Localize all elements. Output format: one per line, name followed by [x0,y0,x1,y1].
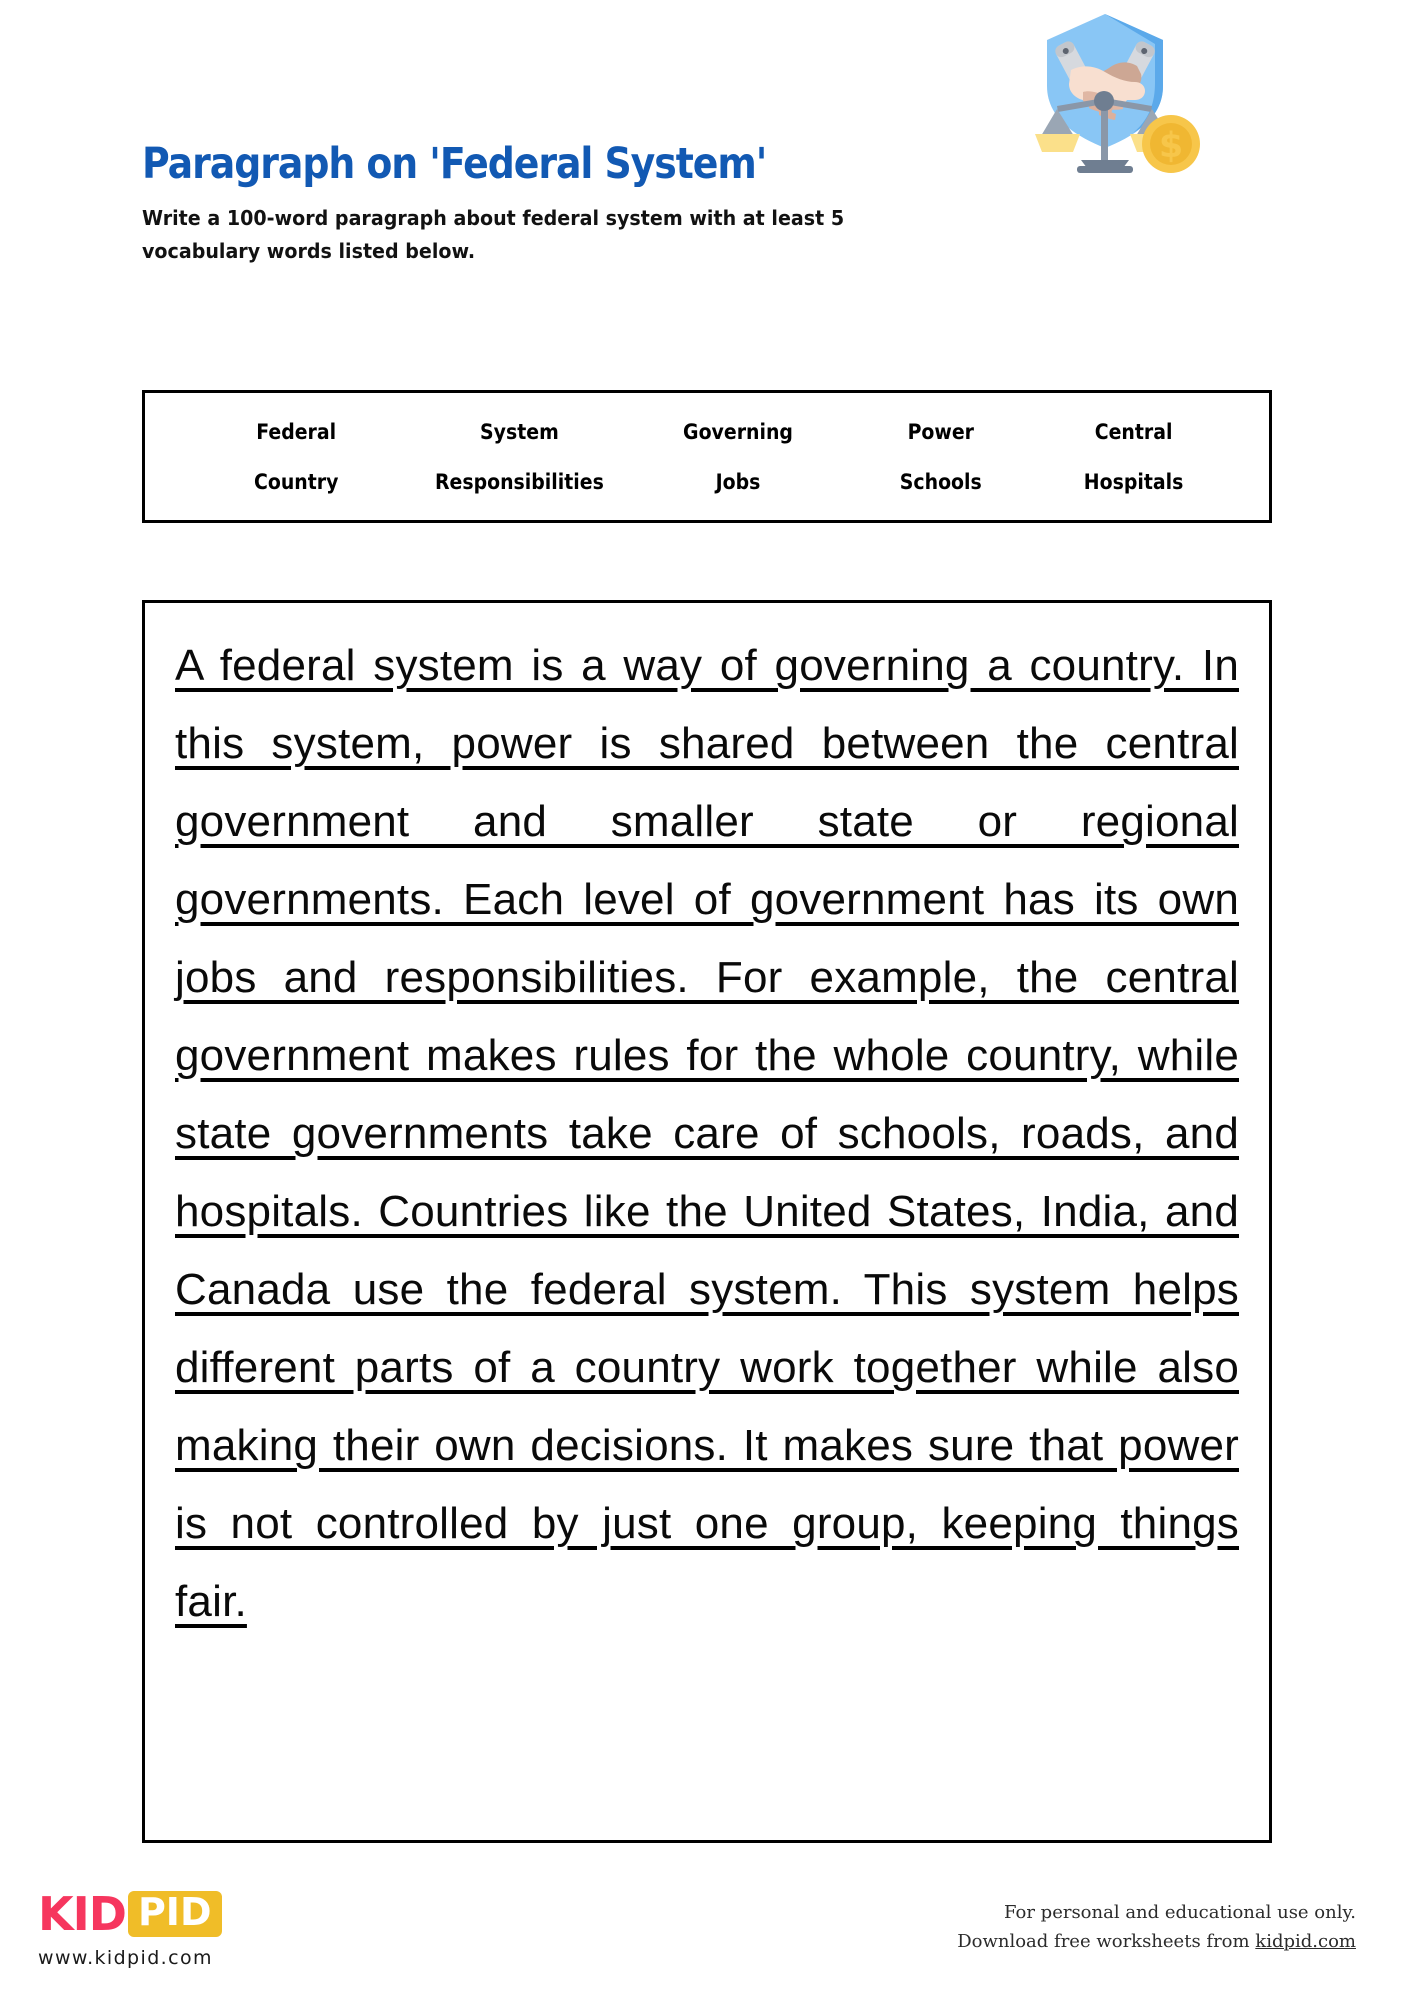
vocabulary-row [187,457,1227,507]
logo-mark [38,1888,222,1940]
vocabulary-word: Central [1094,419,1173,444]
footer-note-line-1: For personal and educational use only. [1004,1902,1356,1923]
footer-note-prefix: Download free worksheets from [957,1931,1256,1953]
logo-kid-text: KID [38,1887,126,1941]
vocabulary-row [187,407,1227,457]
vocabulary-box [142,390,1272,523]
worksheet-instructions: Write a 100-word paragraph about federal system with at least 5 vocabulary words listed below. [142,206,845,264]
vocabulary-word: Hospitals [1083,469,1184,494]
vocabulary-word: Schools [899,469,982,494]
footer-usage-note [957,1898,1356,1956]
vocabulary-word: Governing [683,419,794,444]
answer-paragraph[interactable]: A federal system is a way of governing a country. In this system, power is shared between the central government and smaller state or regional governments. Each level of government has its own jobs and responsibilities. For example, the central government makes rules for the whole country, while state governments take care of schools, roads, and hospitals. Countries like the United States, India, and Canada use the federal system. This system helps different parts of a country work together while also making their own decisions. It makes sure that power is not controlled by just one group, keeping things fair. [175,641,1239,1626]
logo-website-url: www.kidpid.com [38,1947,213,1969]
vocabulary-word: Jobs [715,469,761,494]
vocabulary-word: Federal [256,419,337,444]
svg-text:$: $ [1158,126,1184,166]
footer-note-line-2 [957,1927,1356,1956]
header-text-block [142,140,972,269]
vocabulary-word: Responsibilities [435,469,605,494]
vocabulary-word: System [480,419,560,444]
logo-pid-text: PID [128,1891,222,1937]
page-footer [0,1880,1414,2000]
vocabulary-word: Country [253,469,339,494]
answer-box[interactable] [142,600,1272,1843]
page-title: Paragraph on 'Federal System' [142,139,767,189]
handshake-shield-justice-icon [1005,0,1205,178]
vocabulary-word: Power [907,419,975,444]
kidpid-logo [38,1888,222,1969]
kidpid-link[interactable]: kidpid.com [1255,1931,1356,1953]
